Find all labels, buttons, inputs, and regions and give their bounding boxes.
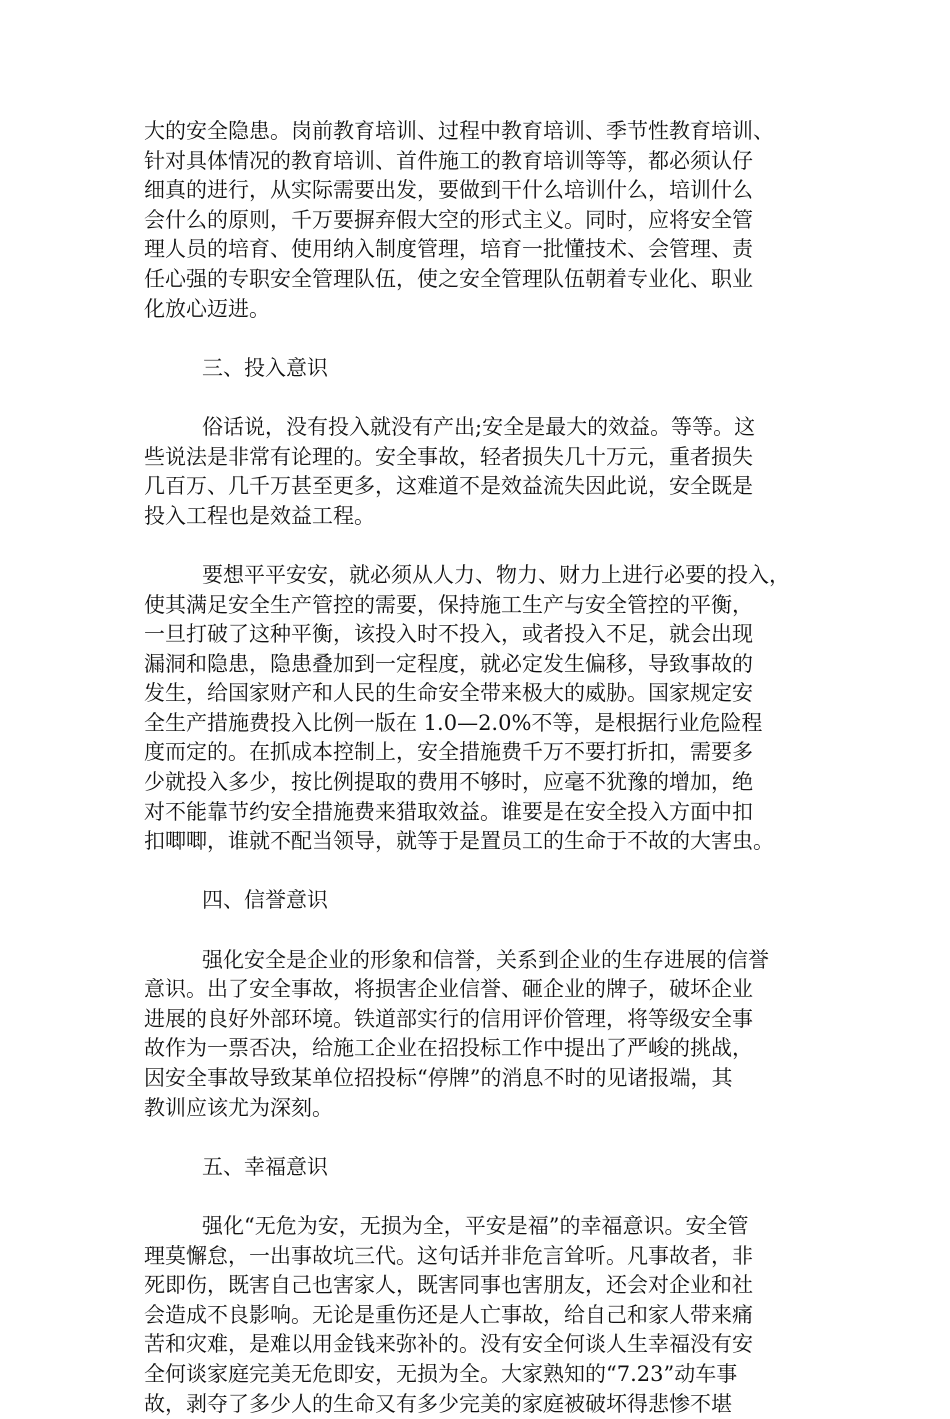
text-line: 发生，给国家财产和人民的生命安全带来极大的威胁。国家规定安 xyxy=(144,681,753,706)
text-line: 漏洞和隐患，隐患叠加到一定程度，就必定发生偏移，导致事故的 xyxy=(144,651,753,676)
text-line: 理人员的培育、使用纳入制度管理，培育一批懂技术、会管理、责 xyxy=(144,237,753,262)
text-line: 强化“无危为安，无损为全，平安是福”的幸福意识。安全管 xyxy=(202,1213,749,1238)
text-line: 意识。出了安全事故，将损害企业信誉、砸企业的牌子，破坏企业 xyxy=(144,977,753,1002)
section-heading-5: 五、幸福意识 xyxy=(202,1154,328,1179)
text-line: 任心强的专职安全管理队伍，使之安全管理队伍朝着专业化、职业 xyxy=(144,266,753,291)
text-line: 投入工程也是效益工程。 xyxy=(144,503,375,528)
text-line: 度而定的。在抓成本控制上，安全措施费千万不要打折扣，需要多 xyxy=(144,740,753,765)
text-line: 全生产措施费投入比例一版在 1.0—2.0%不等，是根据行业危险程 xyxy=(144,710,763,735)
text-line: 对不能靠节约安全措施费来猎取效益。谁要是在安全投入方面中扣 xyxy=(144,799,753,824)
text-line: 会造成不良影响。无论是重伤还是人亡事故，给自己和家人带来痛 xyxy=(144,1302,753,1327)
paragraph-1 xyxy=(144,117,814,324)
text-line: 理莫懈怠，一出事故坑三代。这句话并非危言耸听。凡事故者，非 xyxy=(144,1243,753,1268)
paragraph-2 xyxy=(144,413,814,531)
text-line: 要想平平安安，就必须从人力、物力、财力上进行必要的投入， xyxy=(202,562,790,587)
text-line: 少就投入多少，按比例提取的费用不够时，应毫不犹豫的增加，绝 xyxy=(144,770,753,795)
text-line: 强化安全是企业的形象和信誉，关系到企业的生存进展的信誉 xyxy=(202,947,769,972)
text-line: 化放心迈进。 xyxy=(144,296,270,321)
text-line: 会什么的原则，千万要摒弃假大空的形式主义。同时，应将安全管 xyxy=(144,207,753,232)
text-line: 苦和灾难，是难以用金钱来弥补的。没有安全何谈人生幸福没有安 xyxy=(144,1332,753,1357)
text-line: 扣唧唧，谁就不配当领导，就等于是置员工的生命于不故的大害虫。 xyxy=(144,829,774,854)
document-body xyxy=(144,117,814,1419)
text-line: 死即伤，既害自己也害家人，既害同事也害朋友，还会对企业和社 xyxy=(144,1273,753,1298)
section-heading-4: 四、信誉意识 xyxy=(202,888,328,913)
text-line: 故作为一票否决，给施工企业在招投标工作中提出了严峻的挑战， xyxy=(144,1036,753,1061)
text-line: 俗话说，没有投入就没有产出;安全是最大的效益。等等。这 xyxy=(202,414,756,439)
text-line: 针对具体情况的教育培训、首件施工的教育培训等等，都必须认仔 xyxy=(144,148,753,173)
text-line: 因安全事故导致某单位招投标“停牌”的消息不时的见诸报端，其 xyxy=(144,1066,733,1090)
paragraph-3 xyxy=(144,561,814,857)
text-line: 全何谈家庭完美无危即安，无损为全。大家熟知的“7.23”动车事 xyxy=(144,1361,738,1386)
text-line: 细真的进行，从实际需要出发，要做到干什么培训什么，培训什么 xyxy=(144,178,753,203)
text-line: 教训应该尤为深刻。 xyxy=(144,1095,333,1120)
paragraph-5 xyxy=(144,1212,814,1419)
text-line: 几百万、几千万甚至更多，这难道不是效益流失因此说，安全既是 xyxy=(144,474,753,499)
text-line: 大的安全隐患。岗前教育培训、过程中教育培训、季节性教育培训、 xyxy=(144,119,774,143)
text-line: 些说法是非常有论理的。安全事故，轻者损失几十万元，重者损失 xyxy=(144,444,753,469)
text-line: 进展的良好外部环境。铁道部实行的信用评价管理，将等级安全事 xyxy=(144,1006,753,1031)
text-line: 故，剥夺了多少人的生命又有多少完美的家庭被破坏得悲惨不堪 xyxy=(144,1391,732,1416)
section-heading-3: 三、投入意识 xyxy=(202,355,328,380)
paragraph-4 xyxy=(144,946,814,1124)
text-line: 一旦打破了这种平衡，该投入时不投入，或者投入不足，就会出现 xyxy=(144,622,753,647)
text-line: 使其满足安全生产管控的需要，保持施工生产与安全管控的平衡， xyxy=(144,592,753,617)
